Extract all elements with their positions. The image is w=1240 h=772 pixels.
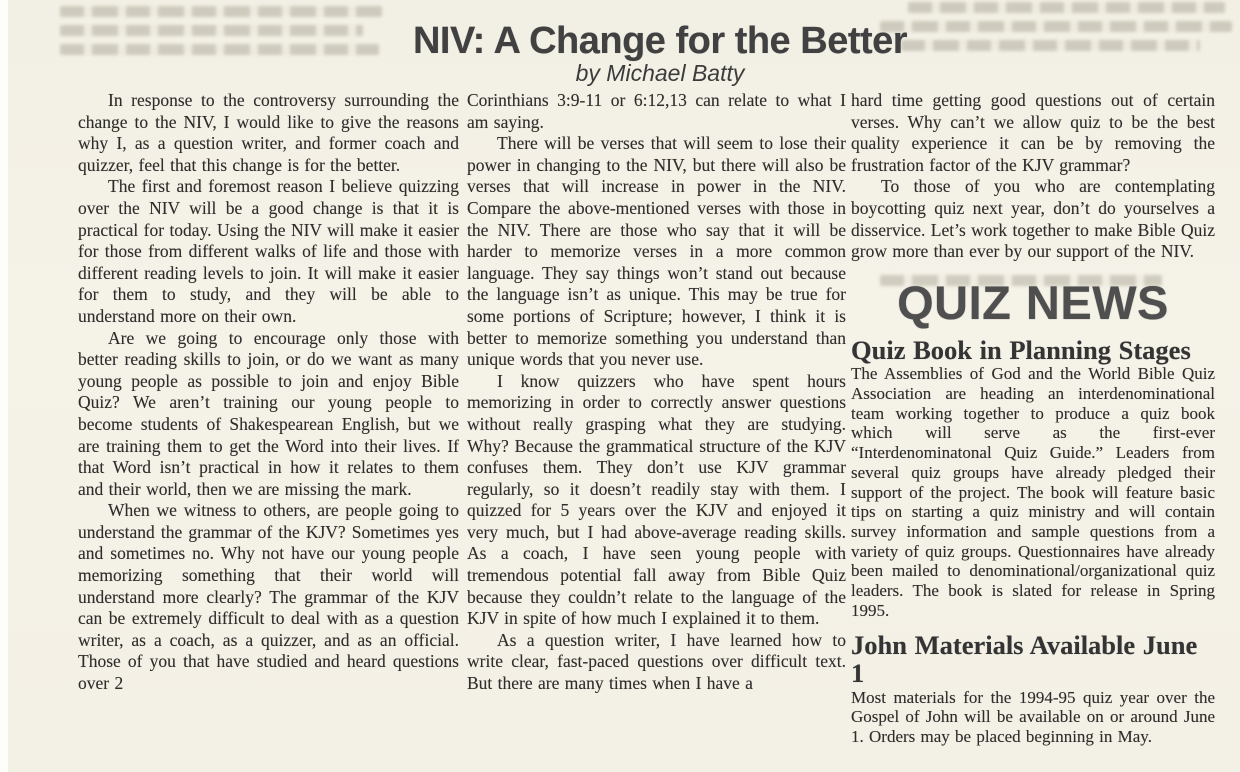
article-byline: by Michael Batty: [575, 60, 745, 86]
paragraph: The first and foremost reason I believe quizzing over the NIV will be a good change is that it is practical for today. Using the NIV will make it easier for those from different walks of life and those with different reading levels to join. It will make it easier for them to study, and they will be able to understand more on their own.: [78, 176, 459, 326]
paragraph: When we witness to others, are people going to understand the grammar of the KJV? Sometimes yes and sometimes no. Why not have our young people memorizing something that their world will understand more clearly? The grammar of the KJV can be extremely difficult to deal with as a question writer, as a coach, as a quizzer, and as an official. Those of you that have studied and heard questions over 2: [78, 500, 459, 694]
paragraph: Are we going to encourage only those with better reading skills to join, or do we want as many young people as possible to join and enjoy Bible Quiz? We aren’t training our young people to become students of Shakespearean English, but we are training them to get the Word into their lives. If that Word isn’t practical in how it relates to them and their world, then we are missing the mark.: [78, 327, 459, 499]
scan-edge: [0, 0, 8, 772]
quiz-news-heading: QUIZ NEWS: [897, 275, 1169, 329]
paragraph: In response to the controversy surrounding the change to the NIV, I would like to give the reasons why I, as a question writer, and former coach and quizzer, feel that this change is for the better.: [78, 90, 459, 175]
paragraph-continuation: hard time getting good questions out of certain verses. Why can’t we allow quiz to be the best quality experience it can be by removing the frustration factor of the KJV grammar?: [851, 90, 1215, 175]
paragraph: To those of you who are contemplating boycotting quiz next year, don’t do yourselves a disservice. Let’s work together to make Bible Quiz grow more than ever by our support of the NIV.: [851, 176, 1215, 262]
paragraph: I know quizzers who have spent hours memorizing in order to correctly answer questions without really grasping what they are studying. Why? Because the grammatical structure of the KJV confuses them. They don’t use KJV grammar regularly, so it doesn’t readily stay with them. I quizzed for 5 years over the KJV and enjoyed it very much, but I had above-average reading skills. As a coach, I have seen young people with tremendous potential fall away from Bible Quiz because they couldn’t relate to the language of the KJV in spite of how much I explained it to them.: [467, 370, 846, 629]
quiz-news-subheading-quiz-book: Quiz Book in Planning Stages: [851, 334, 1191, 365]
paragraph: As a question writer, I have learned how to write clear, fast-paced questions over difficult text. But there are many times when I have a: [467, 629, 846, 694]
article-column-2: [467, 90, 846, 695]
quiz-news-body-quiz-book: The Assemblies of God and the World Bible Quiz Association are heading an interdenominational team working together to produce a quiz book which will serve as the first-ever “Interdenominatonal Quiz Guide.” Leaders from several quiz groups have already pledged their support of the project. The book will feature basic tips on starting a quiz ministry and will contain survey information and sample questions from a variety of quiz groups. Questionnaires have already been mailed to denominational/organizational quiz leaders. The book is slated for release in Spring 1995.: [851, 364, 1215, 620]
article-column-1: [78, 90, 459, 695]
paragraph-continuation: Corinthians 3:9-11 or 6:12,13 can relate to what I am saying.: [467, 90, 846, 132]
quiz-news-subheading-john-materials: John Materials Available June 1: [851, 629, 1198, 689]
paragraph: There will be verses that will seem to lose their power in changing to the NIV, but there will also be verses that will increase in power in the NIV. Compare the above-mentioned verses with those in the NIV. There are those who say that it will be harder to memorize verses in a more common language. They say things won’t stand out because the language isn’t as unique. This may be true for some portions of Scripture; however, I think it is better to memorize something you understand than unique words that you never use.: [467, 133, 846, 370]
article-column-3: [851, 90, 1215, 747]
quiz-news-body-john-materials: Most materials for the 1994-95 quiz year over the Gospel of John will be available on or around June 1. Orders may be placed beginning in May.: [851, 687, 1215, 747]
article-title: NIV: A Change for the Better: [412, 20, 908, 62]
